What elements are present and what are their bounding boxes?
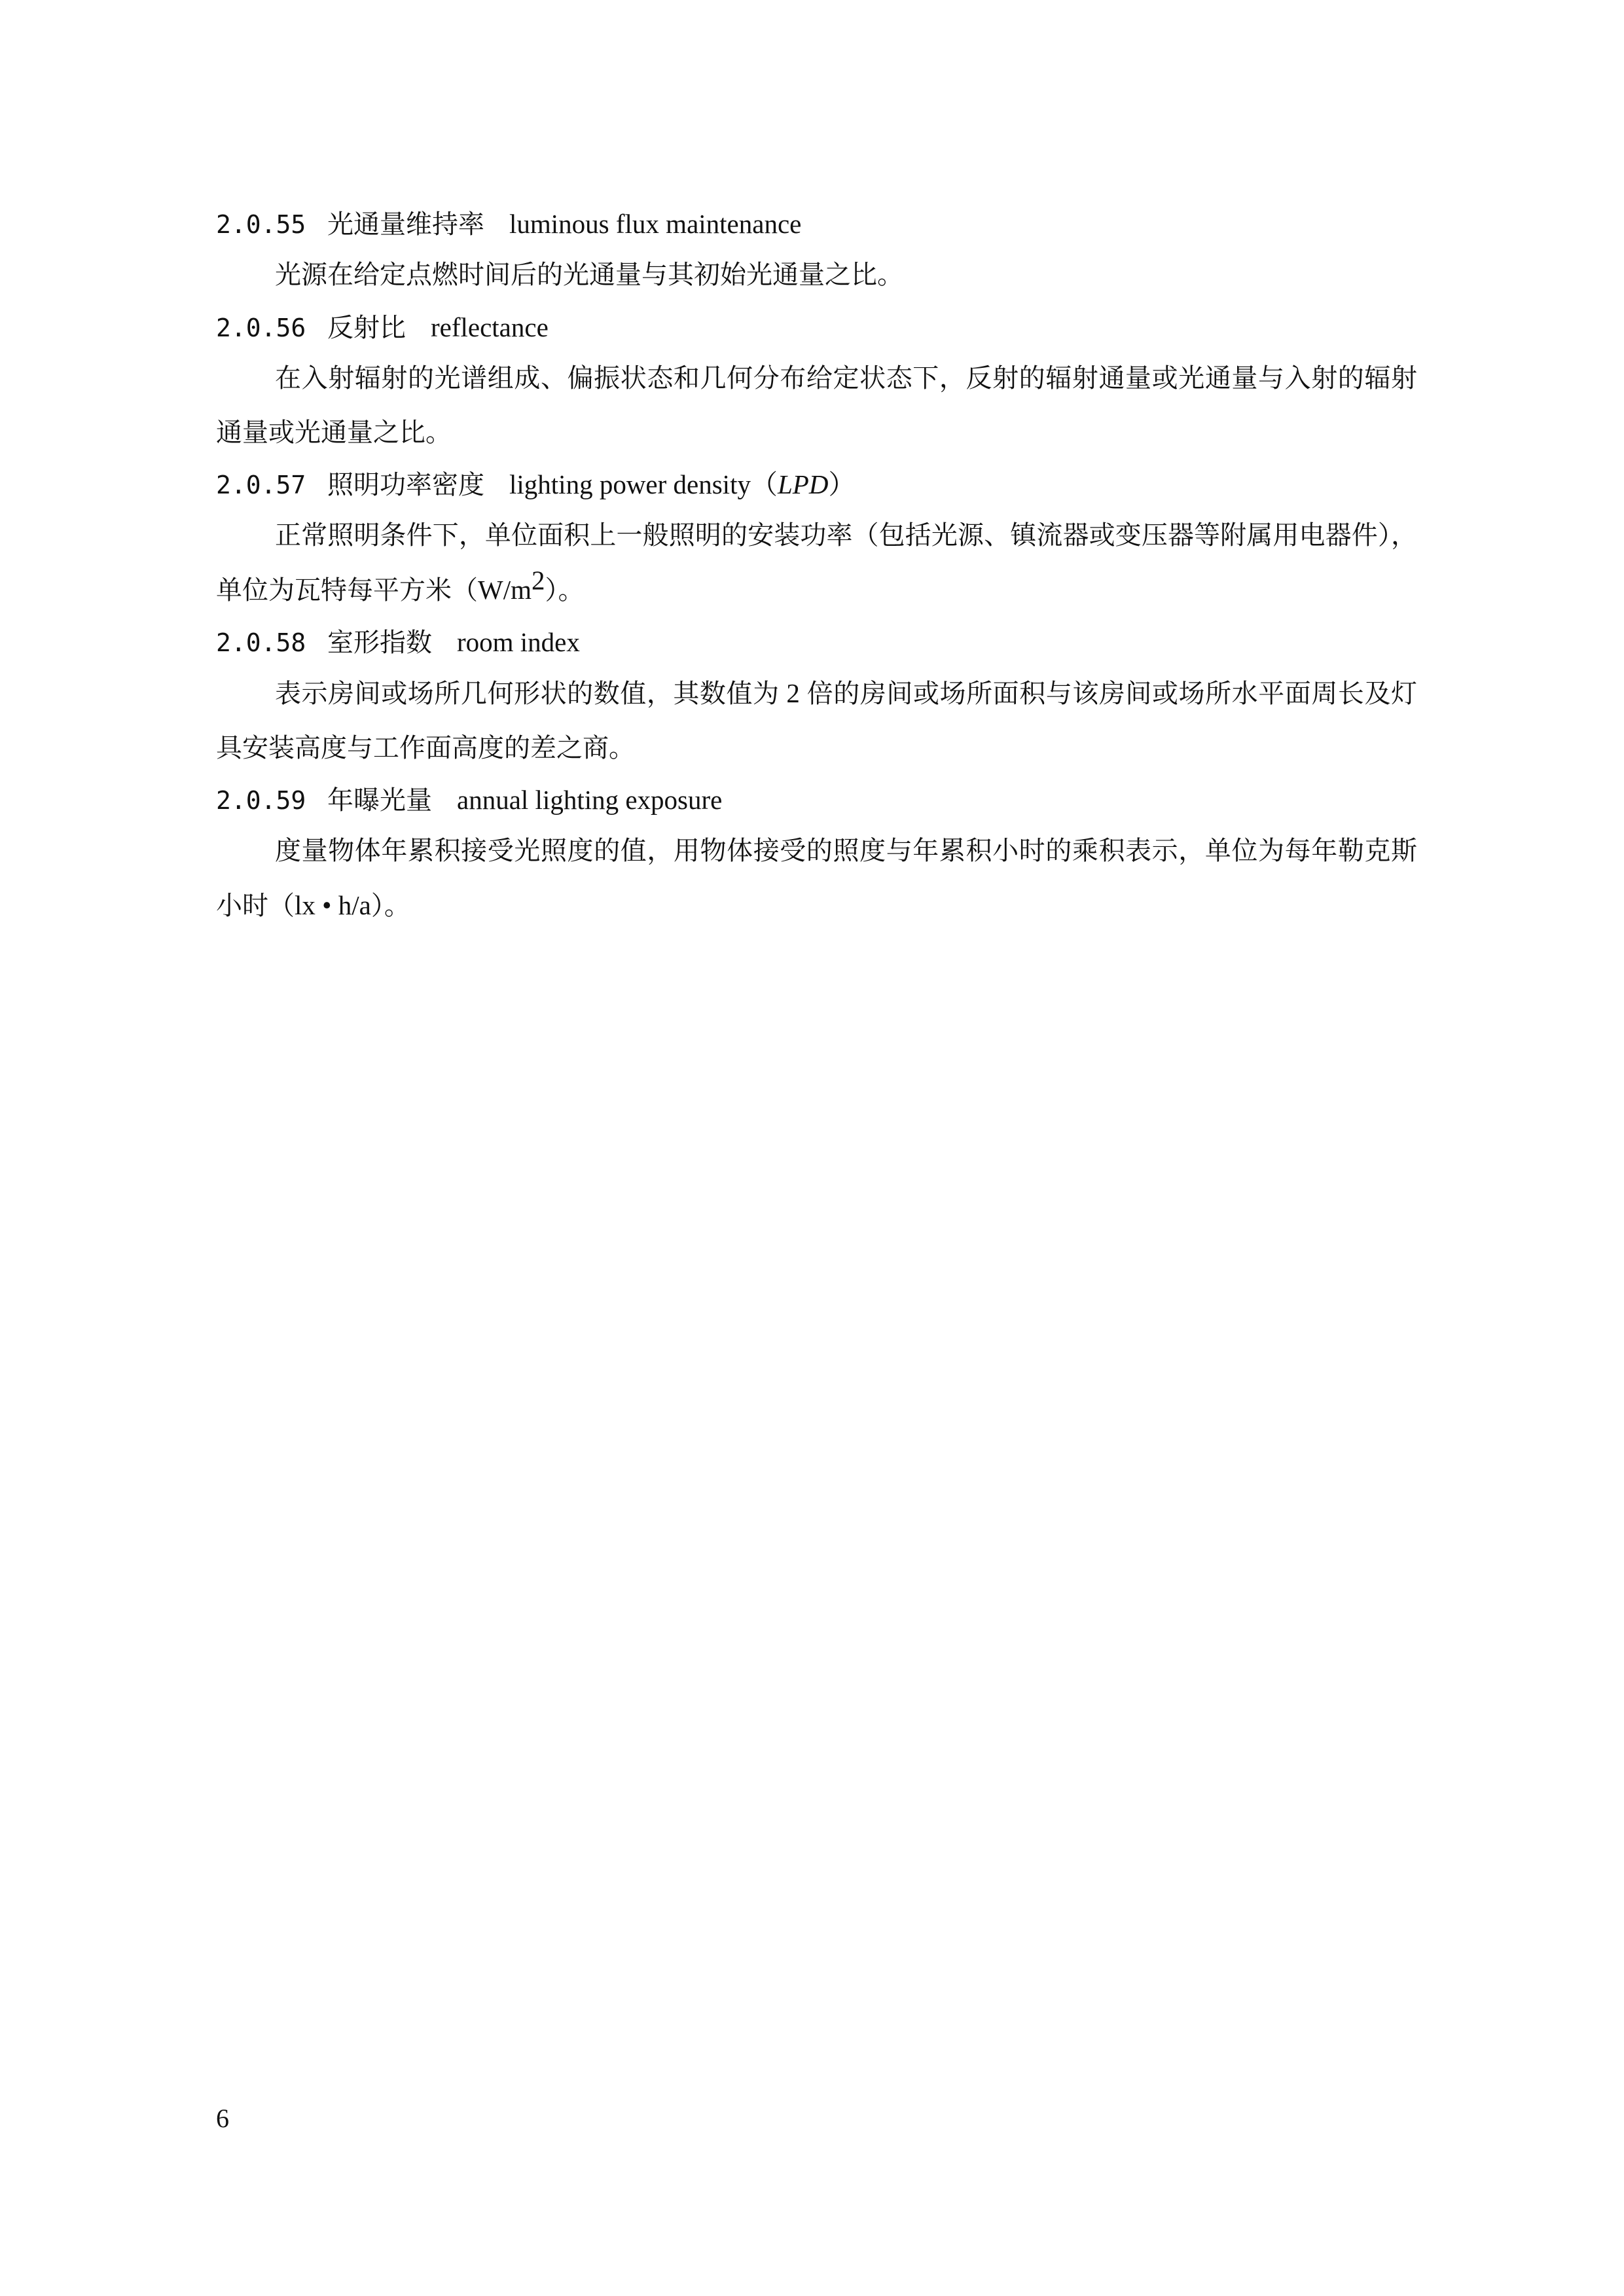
term-definition-2-0-56 xyxy=(216,351,1417,460)
term-english-text: lighting power density xyxy=(509,469,751,499)
term-chinese: 光通量维持率 xyxy=(327,209,484,240)
definition-text: 光源在给定点燃时间后的光通量与其初始光通量之比。 xyxy=(275,260,903,290)
term-heading-2-0-58 xyxy=(216,618,1417,666)
unit-superscript: 2 xyxy=(531,565,545,596)
clause-number: 2.0.58 xyxy=(216,628,306,657)
definition-text: 在入射辐射的光谱组成、偏振状态和几何分布给定状态下，反射的辐射通量或光通量与入射的辐射通量或光通量之比。 xyxy=(216,363,1417,448)
clause-number: 2.0.56 xyxy=(216,314,306,342)
unit-text: lx • h/a xyxy=(295,890,371,920)
term-chinese: 反射比 xyxy=(327,313,406,343)
terms-section xyxy=(216,200,1417,933)
definition-text-end: ）。 xyxy=(545,575,585,605)
term-english: reflectance xyxy=(431,312,549,342)
term-heading-2-0-57 xyxy=(216,460,1417,509)
definition-text: 表示房间或场所几何形状的数值，其数值为 xyxy=(275,679,780,709)
clause-number: 2.0.59 xyxy=(216,786,306,815)
definition-number: 2 xyxy=(779,678,807,708)
term-definition-2-0-59 xyxy=(216,824,1417,933)
term-chinese: 年曝光量 xyxy=(327,785,432,816)
definition-text-end: 倍的房间或场所面积与该房间或场所水平面周长及灯具安装高度与工作面高度的差之商。 xyxy=(216,679,1418,763)
page-number: 6 xyxy=(216,2104,229,2133)
term-definition-2-0-58 xyxy=(216,666,1417,776)
term-heading-2-0-56 xyxy=(216,303,1417,351)
term-heading-2-0-59 xyxy=(216,776,1417,824)
abbr-close-paren: ） xyxy=(828,469,856,499)
unit-text: W/m xyxy=(478,575,532,605)
definition-text-end: ）。 xyxy=(370,891,410,921)
term-english xyxy=(509,469,855,499)
definition-text: 正常照明条件下，单位面积上一般照明的安装功率（包括光源、镇流器或变压器等附属用电器件），单位为瓦特每平方米（ xyxy=(216,520,1417,605)
term-english: room index xyxy=(457,627,580,657)
definition-text: 度量物体年累积接受光照度的值，用物体接受的照度与年累积小时的乘积表示，单位为每年勒克斯小时（ xyxy=(216,836,1417,921)
term-definition-2-0-55 xyxy=(216,248,1417,303)
term-english: annual lighting exposure xyxy=(457,785,723,815)
clause-number: 2.0.57 xyxy=(216,471,306,499)
abbr-open-paren: （ xyxy=(750,469,778,499)
term-heading-2-0-55 xyxy=(216,200,1417,248)
clause-number: 2.0.55 xyxy=(216,210,306,239)
term-definition-2-0-57 xyxy=(216,509,1417,618)
term-english: luminous flux maintenance xyxy=(509,209,802,239)
term-chinese: 室形指数 xyxy=(327,628,432,658)
term-chinese: 照明功率密度 xyxy=(327,470,484,500)
term-abbreviation: LPD xyxy=(777,469,829,499)
